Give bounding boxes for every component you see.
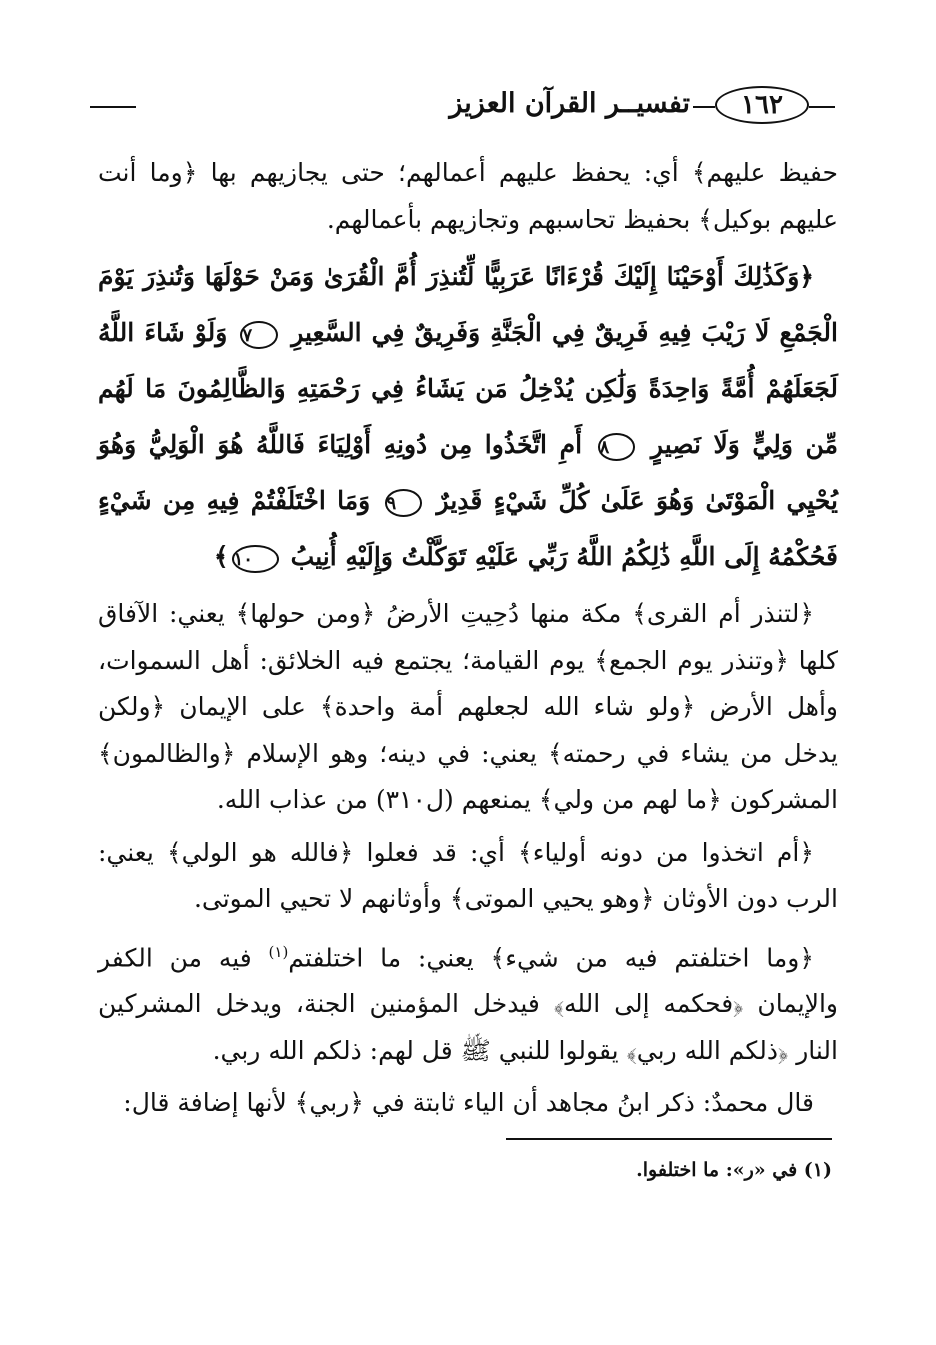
header-rule-middle — [693, 106, 715, 108]
ayah-number-marker: ١٠ — [232, 545, 279, 573]
footnote-divider — [506, 1138, 832, 1140]
paragraph-hafiz: حفيظ عليهم﴾ أي: يحفظ عليهم أعمالهم؛ حتى يجازيهم بها ﴿وما أنت عليهم بوكيل﴾ بحفيظ تحاسبهم وتجازيهم بأعمالهم. — [98, 158, 838, 234]
commentary-paragraph-1: ﴿لتنذر أم القرى﴾ مكة منها دُحِيتِ الأرضُ ﴿ومن حولها﴾ يعني: الآفاق كلها ﴿وتنذر يوم الجمع﴾ يوم القيامة؛ يجتمع فيه الخلائق: أهل السموات، وأهل الأرض ﴿ولو شاء الله لجعلهم أمة واحدة﴾ على الإيمان ﴿ولكن يدخل من يشاء في رحمته﴾ يعني: في دينه؛ وهو الإسلام ﴿والظالمون﴾ المشركون ﴿ما لهم من ولي﴾ يمنعهم (ل٣١٠) من عذاب الله. — [98, 599, 838, 814]
page-header — [90, 78, 835, 128]
quran-segment-3: أَمِ اتَّخَذُوا مِن دُونِهِ أَوْلِيَاءَ فَاللَّهُ هُوَ الْوَلِيُّ وَهُوَ يُحْيِي الْمَوْتَىٰ وَهُوَ عَلَىٰ كُلِّ شَيْءٍ قَدِيرٌ — [98, 430, 838, 515]
quran-passage — [98, 249, 838, 585]
quran-segment-1: ﴿وَكَذَٰلِكَ أَوْحَيْنَا إِلَيْكَ قُرْءَانًا عَرَبِيًّا لِّتُنذِرَ أُمَّ الْقُرَىٰ وَمَنْ حَوْلَهَا وَتُنذِرَ يَوْمَ الْجَمْعِ لَا رَيْبَ فِيهِ فَرِيقٌ فِي الْجَنَّةِ وَفَرِيقٌ فِي السَّعِيرِ — [98, 262, 838, 347]
footnote-reference[interactable]: (١) — [268, 942, 289, 961]
ayah-number-marker: ٧ — [240, 321, 278, 349]
footnote-1: (١) في «ر»: ما اختلفوا. — [636, 1159, 832, 1181]
final-paragraph: قال محمدٌ: ذكر ابنُ مجاهد أن الياء ثابتة في ﴿ربي﴾ لأنها إضافة قال: — [123, 1088, 814, 1118]
commentary-text: ﴿وما اختلفتم فيه من شيء﴾ يعني: ما اختلفتم — [288, 942, 814, 972]
running-title: تفسيــر القرآن العزيز — [449, 88, 690, 119]
commentary-paragraph-3 — [98, 929, 838, 1075]
header-rule-left — [90, 106, 136, 108]
header-rule-right — [809, 106, 835, 108]
main-text — [98, 150, 838, 1133]
quran-segment-4: وَمَا اخْتَلَفْتُمْ فِيهِ مِن شَيْءٍ فَحُكْمُهُ إِلَى اللَّهِ ذَٰلِكُمُ اللَّهُ رَبِّي عَلَيْهِ تَوَكَّلْتُ وَإِلَيْهِ أُنِيبُ — [98, 486, 838, 571]
ayah-number-marker: ٨ — [598, 433, 636, 461]
quran-segment-2: وَلَوْ شَاءَ اللَّهُ لَجَعَلَهُمْ أُمَّةً وَاحِدَةً وَلَٰكِن يُدْخِلُ مَن يَشَاءُ فِي رَحْمَتِهِ وَالظَّالِمُونَ مَا لَهُم مِّن وَلِيٍّ وَلَا نَصِيرٍ — [98, 318, 838, 459]
quran-closing-bracket: ﴾ — [213, 542, 229, 571]
commentary-text: فيه من الكفر والإيمان ﴿فحكمه إلى الله﴾ فيدخل المؤمنين الجنة، ويدخل المشركين النار ﴿ذلكم الله ربي﴾ يقولوا للنبي ﷺ قل لهم: ذلكم الله ربي. — [98, 942, 838, 1065]
ayah-number-marker: ٩ — [385, 489, 423, 517]
page-number: ١٦٢ — [715, 86, 809, 124]
commentary-paragraph-2: ﴿أم اتخذوا من دونه أولياء﴾ أي: قد فعلوا ﴿فالله هو الولي﴾ يعني: الرب دون الأوثان ﴿وهو يحيي الموتى﴾ وأوثانهم لا تحيي الموتى. — [98, 837, 838, 913]
